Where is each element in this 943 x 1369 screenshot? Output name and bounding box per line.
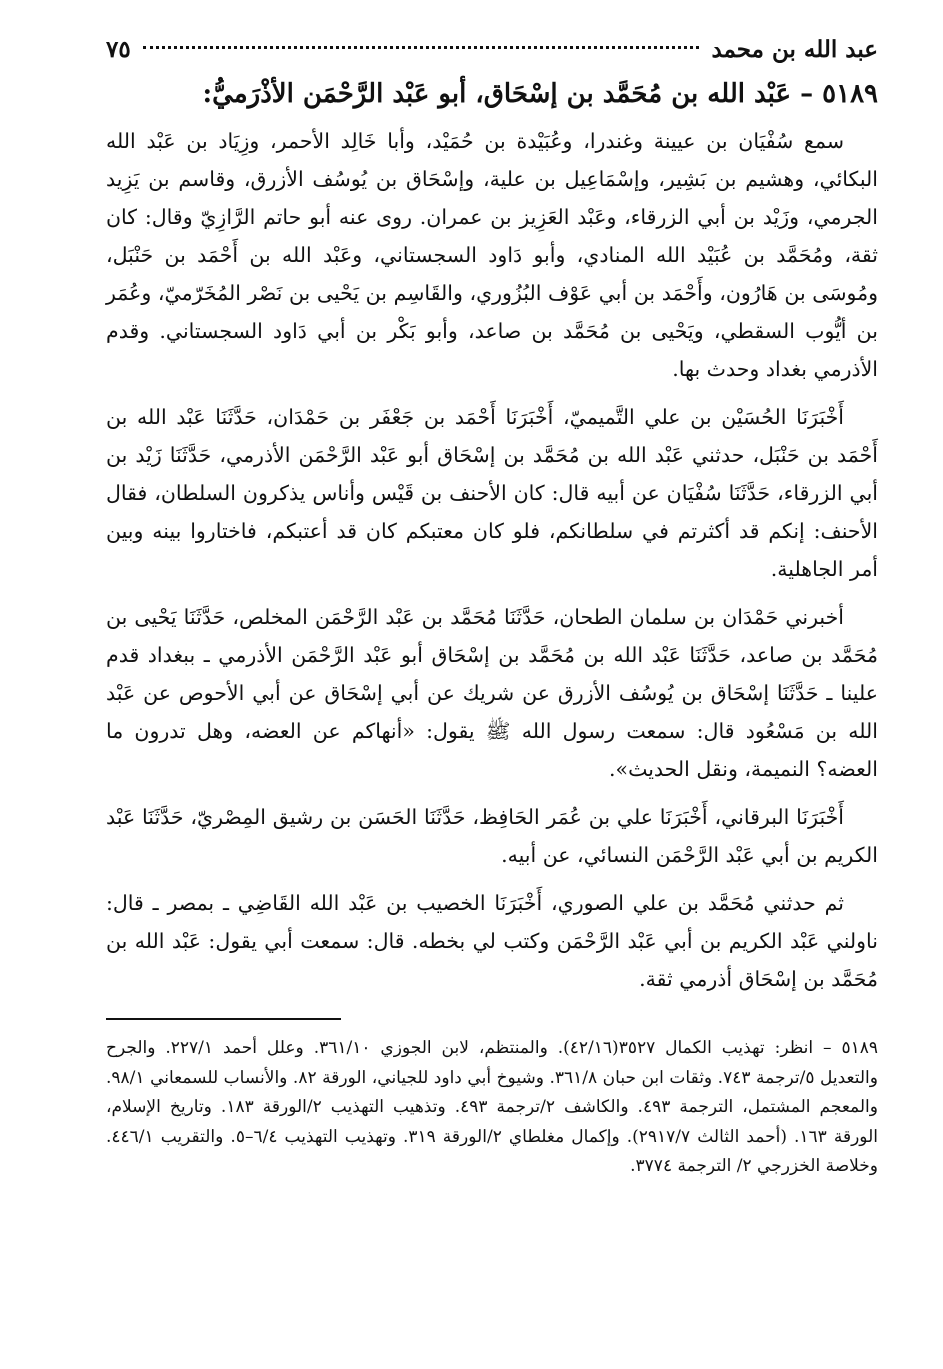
page-number: ٧٥ — [106, 36, 131, 63]
book-page — [106, 30, 878, 1182]
footnote-rule — [106, 1018, 341, 1020]
footnote-separator — [106, 1008, 878, 1024]
paragraph-narration-2: أخبرني حَمْدَان بن سلمان الطحان، حَدَّثَنَا مُحَمَّد بن عَبْد الرَّحْمَن المخلص، حَدَّثَنَا يَحْيى بن مُحَمَّد بن صاعد، حَدَّثَنَا عَبْد الله بن مُحَمَّد بن إسْحَاق أبو عَبْد الرَّحْمَن الأذرمي ـ ببغداد قدم علينا ـ حَدَّثَنَا إسْحَاق بن يُوسُف الأزرق عن شريك عن أبي إسْحَاق عن أبي الأحوص عن عَبْد الله بن مَسْعُود قال: سمعت رسول الله ﷺ يقول: «أنهاكم عن العضه، وهل تدرون ما العضه؟ النميمة، ونقل الحديث». — [106, 605, 878, 781]
running-head-title: عبد الله بن محمد — [711, 36, 878, 63]
paragraph-biography: سمع سُفْيَان بن عيينة وغندرا، وعُبَيْدة بن حُمَيْد، وأبا خَالِد الأحمر، وزِيَاد بن عَبْد الله البكائي، وهشيم بن بَشِير، وإسْمَاعِيل بن علية، وإسْحَاق بن يُوسُف الأزرق، وقاسم بن يَزِيد الجرمي، وزَيْد بن أبي الزرقاء، وعَبْد العَزِيز بن عمران. روى عنه أبو حاتم الرَّازِيّ وقال: كان ثقة، ومُحَمَّد بن عُبَيْد الله المنادي، وأبو دَاود السجستاني، وعَبْد الله بن أَحْمَد بن حَنْبَل، ومُوسَى بن هَارُون، وأَحْمَد بن أبي عَوْف البُزُوري، والقَاسِم بن يَحْيى بن نَصْر المُخَرّميّ، وعُمَر بن أيُّوب السقطي، ويَحْيى بن مُحَمَّد بن صاعد، وأبو بَكْر بن أبي دَاود السجستاني. وقدم الأذرمي بغداد وحدث بها. — [106, 129, 878, 381]
footnotes — [106, 1034, 878, 1182]
footnote: ٥١٨٩ – انظر: تهذيب الكمال ٣٥٢٧(٤٢/١٦). والمنتظم، لابن الجوزي ٣٦١/١٠. وعلل أحمد ٢٢٧/١. والجرح والتعديل ٥/ترجمة ٧٤٣. وثقات ابن حبان ٣٦١/٨. وشيوخ أبي داود للجياني، الورقة ٨٢. والأنساب للسمعاني ٩٨/١. والمعجم المشتمل، الترجمة ٤٩٣. والكاشف ٢/ترجمة ٤٩٣. وتذهيب التهذيب ٢/الورقة ١٨٣. وتاريخ الإسلام، الورقة ١٦٣. (أحمد الثالث ٢٩١٧/٧). وإكمال مغلطاي ٢/الورقة ٣١٩. وتهذيب التهذيب ٦/٤–٥. والتقريب ٤٤٦/١. وخلاصة الخزرجي ٢/ الترجمة ٣٧٧٤. — [106, 1038, 879, 1176]
entry-title: ٥١٨٩ – عَبْد الله بن مُحَمَّد بن إسْحَاق، أبو عَبْد الرَّحْمَن الأذْرَميُّ: — [202, 79, 878, 109]
dotted-leader — [143, 46, 700, 49]
paragraph-narration-1: أَخْبَرَنَا الحُسَيْن بن علي التَّميميّ، أَخْبَرَنَا أَحْمَد بن جَعْفَر بن حَمْدَان، حَدَّثَنَا عَبْد الله بن أَحْمَد بن حَنْبَل، حدثني عَبْد الله بن مُحَمَّد بن إسْحَاق أبو عَبْد الرَّحْمَن الأذرمي، حَدَّثَنَا زَيْد بن أبي الزرقاء، حَدَّثَنَا سُفْيَان عن أبيه قال: كان الأحنف بن قَيْس وأناس يذكرون السلطان، فقال الأحنف: إنكم قد أكثرتم في سلطانكم، فلو كان معتبكم كان قد أعتبكم، فاختاروا بينه وبين أمر الجاهلية. — [106, 405, 878, 581]
running-head — [106, 30, 878, 70]
paragraph-narration-3: أَخْبَرَنَا البرقاني، أَخْبَرَنَا علي بن عُمَر الحَافِظ، حَدَّثَنَا الحَسَن بن رشيق المِصْريّ، حَدَّثَنَا عَبْد الكريم بن أبي عَبْد الرَّحْمَن النسائي، عن أبيه. — [106, 805, 878, 867]
main-text — [106, 122, 878, 998]
paragraph-narration-4: ثم حدثني مُحَمَّد بن علي الصوري، أَخْبَرَنَا الخصيب بن عَبْد الله القَاضِي ـ بمصر ـ قال: ناولني عَبْد الكريم بن أبي عَبْد الرَّحْمَن وكتب لي بخطه. قال: سمعت أبي يقول: عَبْد الله بن مُحَمَّد بن إسْحَاق أذرمي ثقة. — [106, 891, 878, 991]
